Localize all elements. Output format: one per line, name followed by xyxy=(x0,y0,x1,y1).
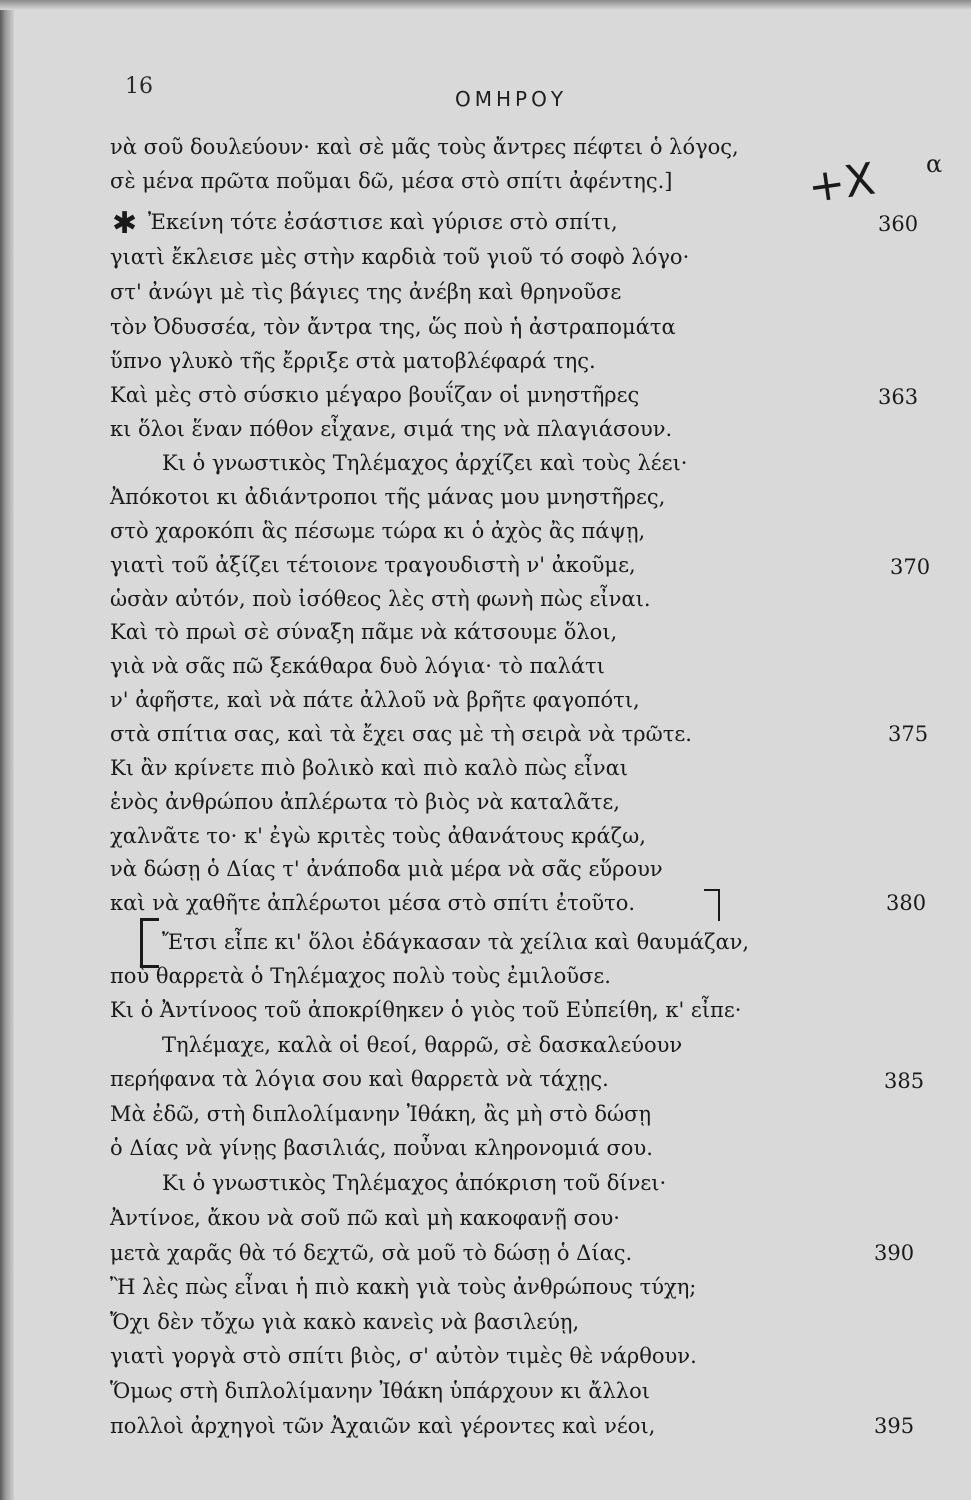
handwritten-close-bracket xyxy=(704,889,720,921)
line-number: 370 xyxy=(890,555,931,579)
verse-line: γιατὶ ἔκλεισε μὲς στὴν καρδιὰ τοῦ γιοῦ τό σοφὸ λόγο· xyxy=(110,245,690,269)
line-number: 363 xyxy=(878,385,919,409)
page-number: 16 xyxy=(125,74,153,99)
verse-line: μετὰ χαρᾶς θὰ τό δεχτῶ, σὰ μοῦ τὸ δώσῃ ὁ Δίας. xyxy=(110,1241,633,1265)
line-number: 375 xyxy=(888,722,929,746)
verse-line: στ' ἀνώγι μὲ τὶς βάγιες της ἀνέβη καὶ θρηνοῦσε xyxy=(110,280,622,304)
verse-line: περήφανα τὰ λόγια σου καὶ θαρρετὰ νὰ τάχῃς. xyxy=(110,1067,609,1091)
verse-line: Ἐκείνη τότε ἐσάστισε καὶ γύρισε στὸ σπίτι, xyxy=(148,210,618,234)
verse-line: Ἀντίνοε, ἄκου νὰ σοῦ πῶ καὶ μὴ κακοφανῇ σου· xyxy=(110,1206,620,1230)
line-number: 395 xyxy=(874,1414,915,1438)
verse-line: χαλνᾶτε το· κ' ἐγὼ κριτὲς τοὺς ἀθανάτους κράζω, xyxy=(110,824,646,848)
verse-line: Μὰ ἐδῶ, στὴ διπλολίμανην Ἰθάκη, ἂς μὴ στὸ δώσῃ xyxy=(110,1102,652,1126)
verse-line: στὸ χαροκόπι ἃς πέσωμε τώρα κι ὁ ἀχὸς ἂς πάψῃ, xyxy=(110,519,646,543)
verse-line: Ἢ λὲς πὼς εἶναι ἡ πιὸ κακὴ γιὰ τοὺς ἀνθρώπους τύχη; xyxy=(110,1275,697,1299)
verse-line: Ἔτσι εἶπε κι' ὅλοι ἐδάγκασαν τὰ χείλια καὶ θαυμάζαν, xyxy=(162,930,750,954)
handwritten-star-icon: ✱ xyxy=(112,206,138,241)
page-top-shadow xyxy=(0,0,971,10)
verse-line: γιατὶ γοργὰ στὸ σπίτι βιὸς, σ' αὐτὸν τιμὲς θὲ νάρθουν. xyxy=(110,1344,697,1368)
verse-line: στὰ σπίτια σας, καὶ τὰ ἔχει σας μὲ τὴ σειρὰ νὰ τρῶτε. xyxy=(110,722,692,746)
verse-line: Καὶ τὸ πρωὶ σὲ σύναξη πᾶμε νὰ κάτσουμε ὅλοι, xyxy=(110,620,618,644)
verse-line: ποὺ θαρρετὰ ὁ Τηλέμαχος πολὺ τοὺς ἐμιλοῦσε. xyxy=(110,964,611,988)
verse-line: γιατὶ τοῦ ἀξίζει τέτοιονε τραγουδιστὴ ν' ἀκοῦμε, xyxy=(110,553,636,577)
verse-line: κι ὅλοι ἕναν πόθον εἶχανε, σιμά της νὰ πλαγιάσουν. xyxy=(110,417,673,441)
line-number: 360 xyxy=(878,212,919,236)
verse-line: ν' ἀφῆστε, καὶ νὰ πάτε ἀλλοῦ νὰ βρῆτε φαγοπότι, xyxy=(110,688,640,712)
handwritten-x-mark: +X xyxy=(804,153,879,214)
verse-line: νὰ σοῦ δουλεύουν· καὶ σὲ μᾶς τοὺς ἄντρες πέφτει ὁ λόγος, xyxy=(110,135,739,159)
page-edge-shadow xyxy=(0,0,14,1500)
verse-line: Ὅμως στὴ διπλολίμανην Ἰθάκη ὑπάρχουν κι ἄλλοι xyxy=(110,1379,650,1403)
book-marker: α xyxy=(926,150,943,178)
verse-line: Κι ὁ γνωστικὸς Τηλέμαχος ἀπόκριση τοῦ δίνει· xyxy=(162,1171,667,1195)
verse-line: Ἀπόκοτοι κι ἀδιάντροποι τῆς μάνας μου μνηστῆρες, xyxy=(110,485,666,509)
verse-line: γιὰ νὰ σᾶς πῶ ξεκάθαρα δυὸ λόγια· τὸ παλάτι xyxy=(110,654,605,678)
verse-line: τὸν Ὀδυσσέα, τὸν ἄντρα της, ὥς ποὺ ἡ ἀστραπομάτα xyxy=(110,315,676,339)
verse-line: σὲ μένα πρῶτα ποῦμαι δῶ, μέσα στὸ σπίτι ἀφέντης.] xyxy=(110,169,673,193)
verse-line: Κι ὁ Ἀντίνοος τοῦ ἀποκρίθηκεν ὁ γιὸς τοῦ Εὐπείθη, κ' εἶπε· xyxy=(110,998,742,1022)
line-number: 385 xyxy=(884,1069,925,1093)
verse-line: Καὶ μὲς στὸ σύσκιο μέγαρο βουΐζαν οἱ μνηστῆρες xyxy=(110,383,640,407)
verse-line: ὁ Δίας νὰ γίνῃς βασιλιάς, ποὖναι κληρονομιά σου. xyxy=(110,1136,653,1160)
verse-line: Ὄχι δὲν τὄχω γιὰ κακὸ κανεὶς νὰ βασιλεύῃ, xyxy=(110,1310,580,1334)
verse-line: Τηλέμαχε, καλὰ οἱ θεοί, θαρρῶ, σὲ δασκαλεύουν xyxy=(162,1033,683,1057)
verse-line: καὶ νὰ χαθῆτε ἀπλέρωτοι μέσα στὸ σπίτι ἐτοῦτο. xyxy=(110,891,636,915)
verse-line: πολλοὶ ἀρχηγοὶ τῶν Ἀχαιῶν καὶ γέροντες καὶ νέοι, xyxy=(110,1414,656,1438)
verse-line: Κι ὁ γνωστικὸς Τηλέμαχος ἀρχίζει καὶ τοὺς λέει· xyxy=(162,451,688,475)
verse-line: ἑνὸς ἀνθρώπου ἀπλέρωτα τὸ βιὸς νὰ καταλᾶτε, xyxy=(110,790,620,814)
verse-line: Κι ἂν κρίνετε πιὸ βολικὸ καὶ πιὸ καλὸ πὼς εἶναι xyxy=(110,756,629,780)
verse-line: νὰ δώσῃ ὁ Δίας τ' ἀνάποδα μιὰ μέρα νὰ σᾶς εὕρουν xyxy=(110,857,663,881)
verse-line: ὡσὰν αὐτόν, ποὺ ἰσόθεος λὲς στὴ φωνὴ πὼς εἶναι. xyxy=(110,587,651,611)
running-head: ΟΜΗΡΟΥ xyxy=(455,87,568,111)
line-number: 380 xyxy=(886,891,927,915)
verse-line: ὕπνο γλυκὸ τῆς ἔρριξε στὰ ματοβλέφαρά της. xyxy=(110,349,596,373)
handwritten-open-bracket xyxy=(140,918,159,968)
line-number: 390 xyxy=(874,1241,915,1265)
